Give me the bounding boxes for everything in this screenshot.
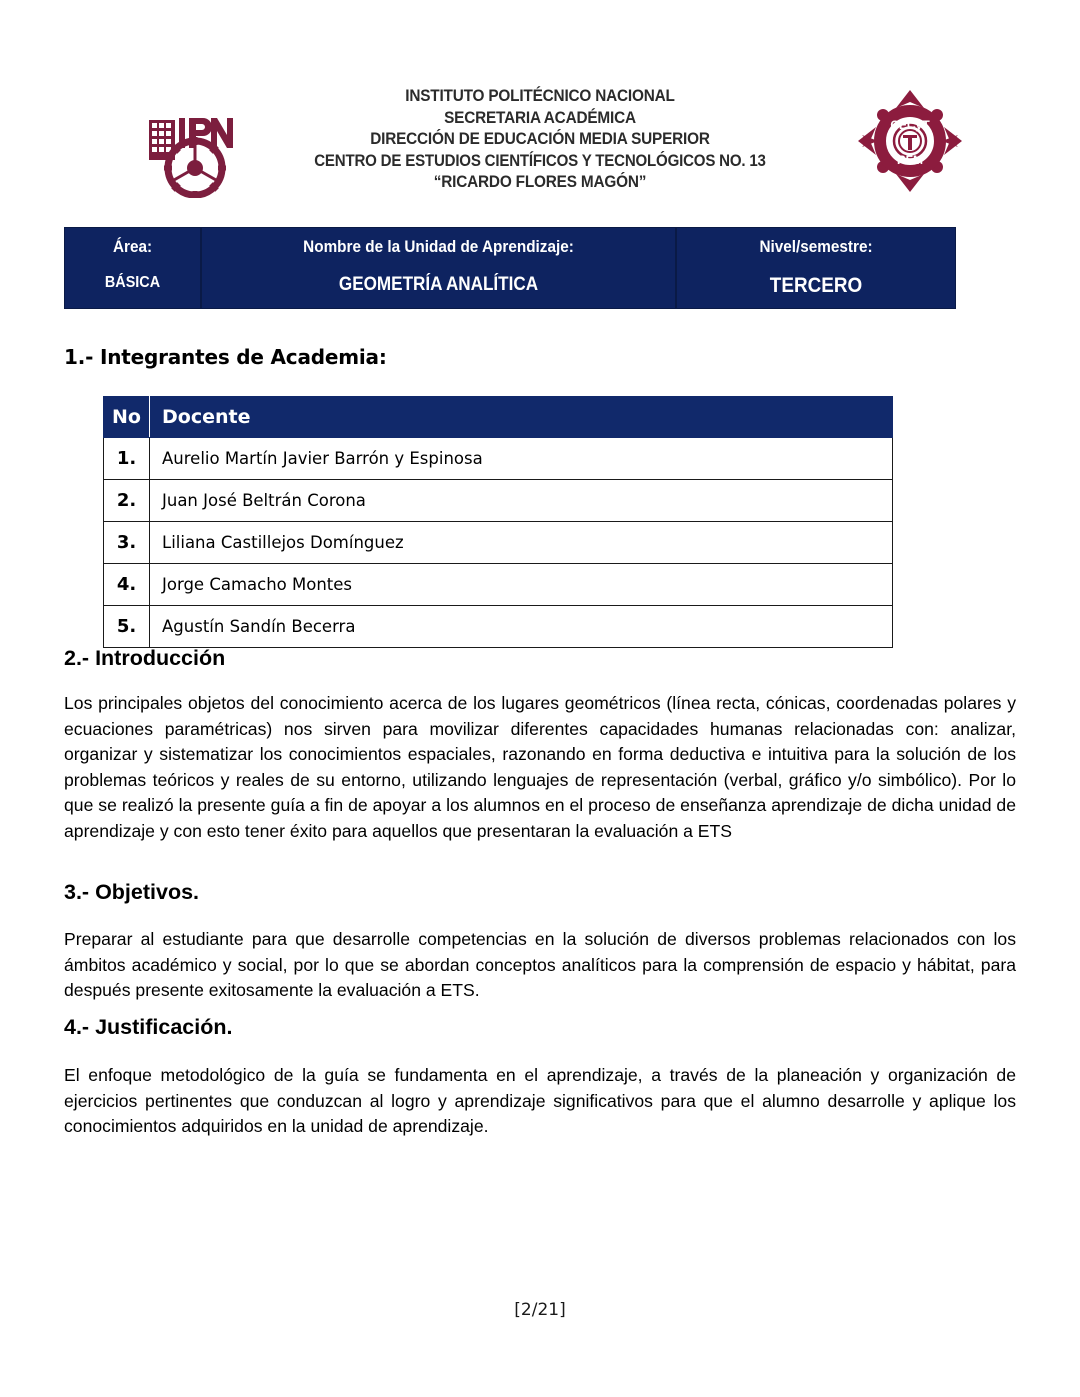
table-row — [104, 522, 893, 564]
section-1-title: 1.- Integrantes de Academia: — [64, 345, 387, 369]
header-line-2: SECRETARIA ACADÉMICA — [444, 108, 636, 127]
cell-docente-name: Juan José Beltrán Corona — [150, 480, 893, 522]
banner-cell-area — [65, 228, 202, 308]
ipn-logo-icon — [145, 112, 237, 198]
banner-cell-level — [677, 228, 955, 308]
header-line-4: CENTRO DE ESTUDIOS CIENTÍFICOS Y TECNOLÓGICOS NO. 13 — [314, 151, 766, 170]
svg-text:RFM: RFM — [897, 153, 923, 167]
institution-header-text — [261, 86, 819, 194]
section-4-body: El enfoque metodológico de la guía se fundamenta en el aprendizaje, a través de la planeación y organización de ejercicios pertinentes que conduzcan al logro y aprendizaje significativos para que el alumno desarrolle y aplique los conocimientos adquiridos en la unidad de aprendizaje. — [64, 1065, 1016, 1137]
table-row — [104, 564, 893, 606]
section-2-title: 2.- Introducción — [64, 646, 226, 670]
section-4-title: 4.- Justificación. — [64, 1015, 233, 1039]
cell-row-number: 2. — [104, 480, 150, 522]
section-2-body: Los principales objetos del conocimiento acerca de los lugares geométricos (línea recta, cónicas, coordenadas polares y ecuaciones paramétricas) nos sirven para movilizar diferentes capacidades humanas relacionadas con: analizar, organizar y sistematizar los conocimientos espaciales, razonando en forma deductiva e intuitiva para la solución de los problemas teóricos y reales de su entorno, utilizando lenguajes de representación (verbal, gráfico y/o simbólico). Por lo que se realizó la presente guía a fin de apoyar a los alumnos en el proceso de enseñanza aprendizaje de dicha unidad de aprendizaje y con esto tener éxito para aquellos que presentaran la evaluación a ETS — [64, 693, 1016, 841]
section-3-body: Preparar al estudiante para que desarrolle competencias en la solución de diversos problemas relacionados con los ámbitos académico y social, por lo que se abordan conceptos analíticos para la comprensión de espacio y hábitat, para después presente exitosamente la evaluación a ETS. — [64, 929, 1016, 1001]
banner-value-area: BÁSICA — [104, 274, 161, 291]
cell-docente-name: Liliana Castillejos Domínguez — [150, 522, 893, 564]
table-row — [104, 480, 893, 522]
cell-docente-name: Aurelio Martín Javier Barrón y Espinosa — [150, 438, 893, 480]
cell-row-number: 5. — [104, 606, 150, 648]
page-number-footer: [2/21] — [514, 1300, 566, 1320]
section-3-title: 3.- Objetivos. — [64, 880, 200, 904]
header-line-3: DIRECCIÓN DE EDUCACIÓN MEDIA SUPERIOR — [370, 130, 710, 148]
table-row — [104, 606, 893, 648]
banner-cell-unit-name — [202, 228, 677, 308]
cell-row-number: 1. — [104, 438, 150, 480]
header-line-5: “RICARDO FLORES MAGÓN” — [433, 173, 647, 191]
cell-docente-name: Jorge Camacho Montes — [150, 564, 893, 606]
header-line-1: INSTITUTO POLITÉCNICO NACIONAL — [405, 87, 675, 105]
cecyt-rfm-logo-icon — [856, 88, 964, 194]
banner-value-unit-name: GEOMETRÍA ANALÍTICA — [338, 274, 539, 295]
banner-label-level: Nivel/semestre: — [759, 237, 873, 256]
table-row — [104, 438, 893, 480]
banner-value-level: TERCERO — [769, 274, 863, 297]
banner-label-unit-name: Nombre de la Unidad de Aprendizaje: — [303, 237, 574, 256]
column-header-docente: Docente — [150, 397, 893, 438]
banner-label-area: Área: — [112, 237, 153, 256]
svg-text:CECyT: CECyT — [890, 118, 930, 132]
table-header-row — [104, 397, 893, 438]
document-header — [0, 0, 1080, 212]
academia-members-table — [103, 396, 893, 648]
cell-docente-name: Agustín Sandín Becerra — [150, 606, 893, 648]
cell-row-number: 3. — [104, 522, 150, 564]
unit-info-banner — [64, 227, 956, 309]
column-header-no: No — [104, 397, 150, 438]
cell-row-number: 4. — [104, 564, 150, 606]
